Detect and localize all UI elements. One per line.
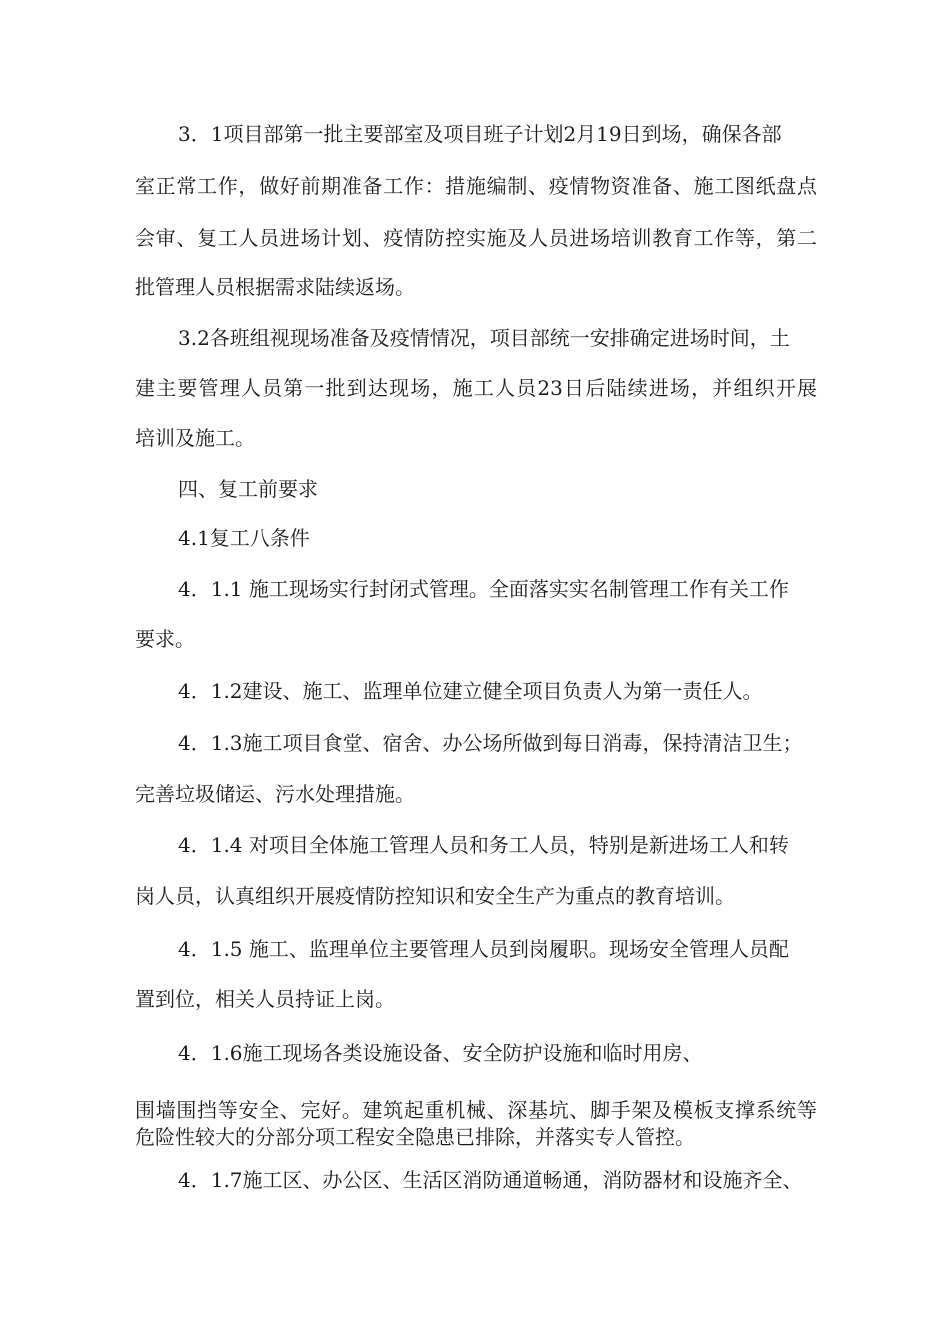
text-line: 要求。 bbox=[135, 627, 195, 651]
text-line: 4．1.1 施工现场实行封闭式管理。全面落实实名制管理工作有关工作 bbox=[178, 577, 789, 601]
text-line: 置到位，相关人员持证上岗。 bbox=[135, 987, 395, 1011]
text-line: 4．1.5 施工、监理单位主要管理人员到岗履职。现场安全管理人员配 bbox=[178, 937, 789, 961]
text-line: 批管理人员根据需求陆续返场。 bbox=[135, 275, 415, 299]
text-line: 会审、复工人员进场计划、疫情防控实施及人员进场培训教育工作等，第二 bbox=[135, 226, 817, 250]
text-line: 4．1.7施工区、办公区、生活区消防通道畅通，消防器材和设施齐全、 bbox=[178, 1168, 803, 1192]
text-line: 室正常工作，做好前期准备工作：措施编制、疫情物资准备、施工图纸盘点 bbox=[135, 174, 817, 198]
text-line: 建主要管理人员第一批到达现场，施工人员23日后陆续进场，并组织开展 bbox=[135, 376, 817, 400]
text-line: 完善垃圾储运、污水处理措施。 bbox=[135, 782, 415, 806]
text-line: 3.2各班组视现场准备及疫情情况，项目部统一安排确定进场时间，土 bbox=[178, 326, 790, 350]
text-line: 岗人员，认真组织开展疫情防控知识和安全生产为重点的教育培训。 bbox=[135, 884, 735, 908]
text-line: 4．1.6施工现场各类设施设备、安全防护设施和临时用房、 bbox=[178, 1041, 703, 1065]
text-line: 危险性较大的分部分项工程安全隐患已排除，并落实专人管控。 bbox=[135, 1125, 695, 1149]
text-line: 4．1.3施工项目食堂、宿舍、办公场所做到每日消毒，保持清洁卫生； bbox=[178, 731, 803, 755]
text-line: 4．1.4 对项目全体施工管理人员和务工人员，特别是新进场工人和转 bbox=[178, 833, 789, 857]
text-line: 围墙围挡等安全、完好。建筑起重机械、深基坑、脚手架及模板支撑系统等 bbox=[135, 1098, 817, 1122]
subsection-heading: 4.1复工八条件 bbox=[178, 526, 310, 550]
text-line: 3．1项目部第一批主要部室及项目班子计划2月19日到场，确保各部 bbox=[178, 122, 782, 146]
text-line: 4．1.2建设、施工、监理单位建立健全项目负责人为第一责任人。 bbox=[178, 679, 763, 703]
text-line: 培训及施工。 bbox=[135, 426, 255, 450]
section-heading: 四、复工前要求 bbox=[178, 477, 318, 501]
